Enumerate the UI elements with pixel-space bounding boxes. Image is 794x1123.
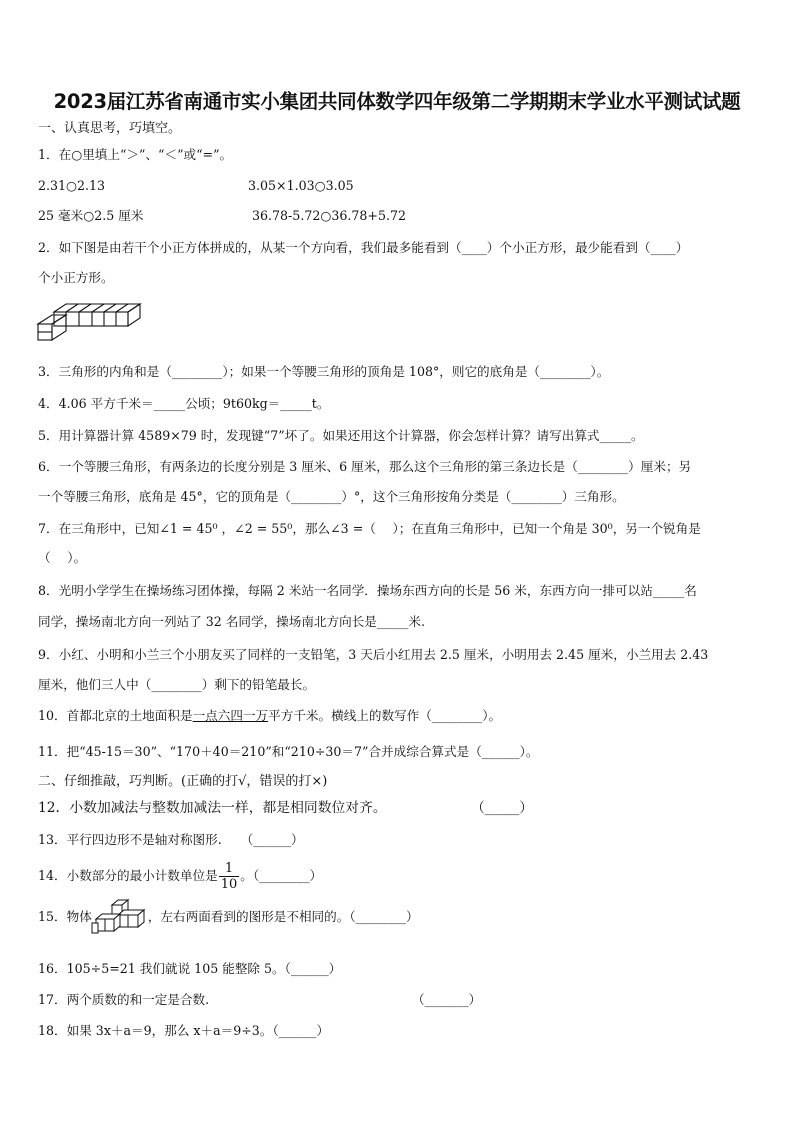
cube-stack-figure — [90, 897, 146, 937]
question-4: 4．4.06 平方千米＝_____公顷；9t60kg＝_____t。 — [38, 396, 330, 411]
question-17-blank: （_______） — [412, 992, 482, 1007]
question-8-line-2: 同学，操场南北方向一列站了 32 名同学，操场南北方向长是_____米. — [38, 614, 425, 629]
fraction — [219, 861, 240, 892]
question-1-row-1 — [38, 177, 758, 195]
question-15-pre: 15．物体 — [38, 909, 92, 924]
question-7-line-1: 7．在三角形中，已知∠1 = 45⁰ ，∠2 = 55⁰，那么∠3 =（ ）；在直角三角形中，已知一个角是 30⁰，另一个锐角是 — [38, 521, 701, 536]
question-1-row-2 — [38, 207, 758, 225]
question-14-pre: 14．小数部分的最小计数单位是 — [38, 868, 218, 883]
question-6-line-1: 6．一个等腰三角形，有两条边的长度分别是 3 厘米、6 厘米，那么这个三角形的第三条边长是（________）厘米；另 — [38, 459, 692, 474]
question-15-post: ，左右两面看到的图形是不相同的。（________） — [147, 909, 419, 924]
fraction-numerator: 1 — [219, 861, 240, 877]
question-2-line-1: 2．如下图是由若干个小正方体拼成的，从某一个方向看，我们最多能看到（____）个小正方形，最少能看到（____） — [38, 240, 689, 255]
question-13: 13．平行四边形不是轴对称图形. （______） — [38, 832, 304, 847]
question-1d: 36.78-5.72○36.78+5.72 — [252, 208, 406, 223]
question-15 — [38, 908, 758, 926]
question-17-text: 17．两个质数的和一定是合数. — [38, 992, 210, 1007]
page-title: 2023届江苏省南通市实小集团共同体数学四年级第二学期期末学业水平测试试题 — [53, 90, 741, 113]
fraction-denominator: 10 — [220, 877, 238, 892]
section-1-heading: 一、认真思考，巧填空。 — [38, 121, 182, 136]
question-2-line-2: 个小正方形。 — [38, 270, 114, 285]
question-16: 16．105÷5=21 我们就说 105 能整除 5。（______） — [38, 961, 342, 976]
question-6-line-2: 一个等腰三角形，底角是 45°，它的顶角是（________）°，这个三角形按角分类是（________）三角形。 — [38, 489, 625, 504]
question-18: 18．如果 3x＋a＝9，那么 x＋a＝9÷3。（______） — [38, 1023, 330, 1038]
section-2-heading: 二、仔细推敲，巧判断。(正确的打√，错误的打×) — [38, 774, 328, 789]
question-12-text: 12．小数加减法与整数加减法一样，都是相同数位对齐。 — [38, 800, 387, 816]
question-10-underlined: 一点六四一万 — [192, 708, 269, 723]
question-10-post: 平方千米。横线上的数写作（________）。 — [268, 708, 502, 723]
cube-row-figure — [36, 300, 142, 344]
question-1a: 2.31○2.13 — [38, 178, 106, 193]
question-10 — [38, 707, 758, 725]
question-1c: 25 毫米○2.5 厘米 — [38, 208, 144, 223]
question-12-blank: （_____） — [471, 800, 534, 816]
question-5: 5．用计算器计算 4589×79 时，发现键“7”坏了。如果还用这个计算器，你会怎样计算？请写出算式_____。 — [38, 428, 644, 443]
question-17 — [38, 991, 758, 1009]
question-8-line-1: 8．光明小学学生在操场练习团体操，每隔 2 米站一名同学．操场东西方向的长是 56 米，东西方向一排可以站_____名 — [38, 583, 697, 598]
question-14-post: 。（________） — [240, 868, 323, 883]
question-1b: 3.05×1.03○3.05 — [248, 178, 354, 193]
question-9-line-2: 厘米，他们三人中（________）剩下的铅笔最长。 — [38, 677, 316, 692]
question-9-line-1: 9．小红、小明和小兰三个小朋友买了同样的一支铅笔，3 天后小红用去 2.5 厘米，小明用去 2.45 厘米，小兰用去 2.43 — [38, 647, 709, 662]
question-12 — [38, 799, 758, 817]
question-7-line-2: （ ）。 — [38, 550, 87, 565]
question-3: 3．三角形的内角和是（________）；如果一个等腰三角形的顶角是 108°，则它的底角是（________）。 — [38, 364, 610, 379]
question-11: 11．把“45-15＝30”、“170＋40＝210”和“210÷30＝7”合并成综合算式是（______）。 — [38, 744, 539, 759]
question-14 — [38, 861, 758, 892]
question-10-pre: 10．首都北京的土地面积是 — [38, 708, 193, 723]
question-1: 1．在○里填上“＞”、“＜”或“=”。 — [38, 147, 233, 162]
